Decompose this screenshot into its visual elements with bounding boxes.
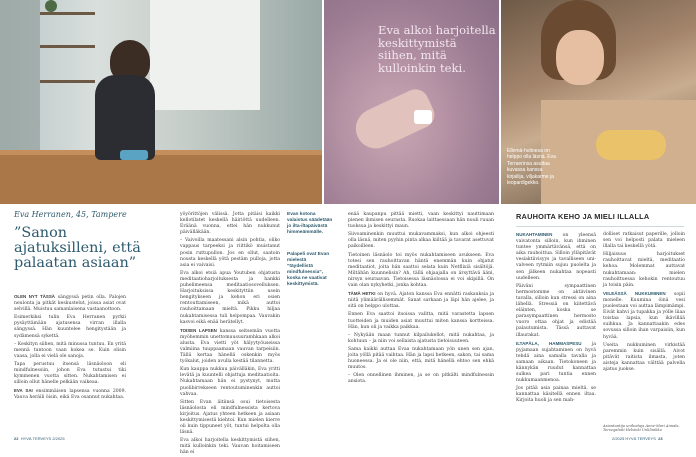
paragraph: enää kaupanpu pittää mietti, vaan keskittyi nauttimaan pienen ihmisen seurasta. Ruokaa laittaessaan hän nuuli ruuan tuoksua ja keskittyi maun. xyxy=(348,212,494,230)
paragraph: Useita nukkuminen virkistää paremmin kuin sisällä. Aivot pitävät raitista ilmasta, joten aisteja kannattaa välttää palvella ajatus juokse. xyxy=(603,342,685,372)
plant xyxy=(45,0,57,12)
table xyxy=(0,150,322,204)
paragraph: Tietoinen läsnäolo toi myös nukahtamiseen avukseen. Eva totesi sen rauhoittavan häntä enemmän kuin ohjatut meditaatiot, joita hän saattoi selata kuin Netflixiä sisältöjä. Miltähän kuunnelisin? Ah, tällä ohjaajalla on ärsyttävä ääni, nirsyn seuraavan. Tietoisessa läsnäolossa ei voi skipillä. On vain olan nykyhetki, jonka kohtaa. xyxy=(348,252,494,289)
gecko xyxy=(596,130,666,160)
box-column-2 xyxy=(603,232,685,424)
paragraph: yöyörittöjen välissä. Jotta pitäisi kaikki kellotilatet keskellä häiriöttä uudelleen. Eräänä vuonna, ettei hän nukkunut päivälläkään. xyxy=(180,212,280,236)
paragraph: Hiljaisuus harjoitukset rauhoittavat mieltä, meditaatio kehoa. Molemmat auttavat nukahtamaan: mielen rauhoittuessa kehokin rentoutuu ja toisin päin. xyxy=(603,252,685,288)
footer-right xyxy=(612,436,663,441)
paragraph: – Keskityn siihen, mitä minussa tuntuu. En yritä mennä tuntoon vaan kokea se. Kuin olisin vaasa, jolla ei vielä ole sanoja. xyxy=(14,341,126,359)
pull-quote: Evan kotona valaistus säädetään jo ilta-iltapäivästä himmeämmälle. xyxy=(287,212,333,235)
article-column-1 xyxy=(14,294,126,438)
paragraph: Siivoaminenkin muuttui mukavammaksi, kun alkoi ohjeesti olla läsnä, miten pyyhin pinta alkaa kiiltää ja tavarat asettuvat paikoilleen. xyxy=(348,232,494,250)
photo-quote: Eva alkoi harjoitella keskittymistä siihen, mitä kulloinkin teki. xyxy=(378,23,496,75)
shelf xyxy=(40,80,95,83)
paragraph: dolliset ratkaisut paperille, jolloin sen voi helposti palata mieleen illalla tai keskellä yötä. xyxy=(603,232,685,250)
woman-body xyxy=(95,75,155,160)
cup xyxy=(120,150,148,160)
paragraph: OLEN NYT TÄSSÄ sängyssä petin olla. Palojen neulonta ja pitkät keskustelut, joissa asiat ovat selvillä. Muistuu samanlaisena vastaanottoon. xyxy=(14,294,126,313)
paragraph: Esimerkiksi tulin Eva Herranen pyrkii pysäyttämään ajatusensa virran illalla sängyssä. Hän kuuntelee hengitystään ja sydämensä sykettä. xyxy=(14,315,126,339)
pull-quote-2: Palapeli ovat Evan mielestä ”täydellistä mindfulnessia”, koska ne vaativat keskittymistä. xyxy=(287,252,330,287)
paragraph: Ennen Eva saattoi itsoissa valitta, mitä varastetta lapsen tuotteiden ja muiden asiat muuttui miten kanssa kortteissa. Hän, kun oli ja vaikka paikkaa. xyxy=(348,312,494,330)
paragraph: Eva alkoi harjoitella keskittymistä siihen, mitä kulloinkin teki. Vauvan hoitamiseen hän ei xyxy=(180,438,280,456)
paragraph: – Olen onnellinen ihminen, ja se on pitkälti mindfulnessin ansiota. xyxy=(348,373,494,385)
paragraph: Päiväni sympaattinen hermostomme on aktiivinen tavalla, silloin kun stressi on aina lähellä. Stressiä on kiitettävä eläinten, koska se parasympaattinen hermosto vuoro ottaa ohjat ja edistää palautumista. Tässä auttavat illaurakat. xyxy=(516,283,596,338)
byline: Eva Herranen, 45, Tampere xyxy=(14,210,127,219)
box-source: Asiantuntija unihoitaja Anne-Mari Annala, Tervegalaiti Helsinki Unklinikka xyxy=(603,424,680,433)
paragraph: Sitten Evan äitiinsä osui tietoisesta läsnäolosta eli mindfulnessista kertova kirjoitus. Ajatus yhteen hetkeen ja asiaan keskittymisestä kiehtoi. Kun mielen kierre oli kuin tippuneet yöt, tuntui helpolta olla läsnä. xyxy=(180,399,280,436)
page-title: ”Sanon ajatuksilleni, että palaatan asiaan” xyxy=(14,225,141,271)
table-edge xyxy=(0,150,322,155)
box-title: RAUHOITA KEHO JA MIELI ILLALLA xyxy=(516,212,650,221)
paragraph: Jos pitää asia painaa mieltä, se kannattaa käsitellä ennen iltaa. Kirjoita huoli ja sen mah- xyxy=(516,386,596,404)
photo-woman-gecko xyxy=(501,0,696,204)
paragraph: Sama kaikki auttaa Evaa nukahtamaan yön unen sen ajan, joita yöllä pitää vaihtaa. Hän ja lapsi hetkeen, sakon, tai sama huoneessa. Ja ei ole niin, että, mitä hänellä ehtoo sen ehkä muutos. xyxy=(348,346,494,371)
paragraph: VIILEÄSSÄ NUKKUMINEN sopii monelle. Kuumina öinä vesi puolestaan voi auttaa lämpimämpi. Eivät kahvi ja tupakka ja yölle liiaa toistaa lapsia, kun ikävillää suihkua. Ja kannattaakin edes sovussa silloin ihan varpaisiin, kun hyvää. xyxy=(603,290,685,340)
puzzle-piece xyxy=(414,110,432,124)
paragraph: ILTAPÄLA, HAMMASPESU ja pyjamaan sujahtaminen on hyvä tehdä aina samalla tavalla ja samaan aikaan. Tietokoneen ja kännykän ruudut kannattaa sulkea pari tuntia ennen nukkumaanmenoa. xyxy=(516,340,596,384)
page-number: 22 xyxy=(14,436,19,441)
box-divider xyxy=(516,226,684,227)
paragraph: – Vaivoilla maatessani alsin pohtia, oliko vappaus tarpeeksi ja riittikö muistanut posin ruttupullon. Jos en ollut, saatoin nousta keskellä yötä pestäm pulloja, jotta asia ei vaivaisi. xyxy=(180,238,280,268)
paragraph: – Nykyään maan tunnut kilpailukellot, mitä nukahtaa, ja kohtuun – ja niin voi sellaista ajatusta tietoisuuteen. xyxy=(348,332,494,344)
article-column-2 xyxy=(180,212,280,456)
photo-caption: Ellemä-hoitoesa on helppo olla läsnä. Eva Terraerinsa asuttaa kuvassa kanssa kirjailija, viljakarme ja leopardigekko. xyxy=(507,148,556,187)
paragraph: Tapa perustuu itsensä läsnäoloon eli mindfulnessiin, johon Eva tutustui tiki kymmenen vuotta sitten. Nukahtamisen ei silloin ollut hänelle pelkään vaikeaa. xyxy=(14,361,126,386)
paragraph: NUKAHTAMINEN on yleensä vaivatonta silloin, kun ihminen tuntee ymmärtävänsä, että on aika rauhoittua. Silloin ylläpitävät vesiaktiivisyys ja tavalliseen uni-valveen rytmiin sujuu puolelta ja sen jälkeen nukahtaa nopeasti uudelleen. xyxy=(516,232,596,281)
window xyxy=(150,0,260,110)
woman-face xyxy=(556,30,604,85)
magazine-label: 2/2025 HYVÄ TERVEYS xyxy=(612,436,656,441)
footer-left xyxy=(14,436,65,441)
box-column-1 xyxy=(516,232,596,438)
photo-woman-kitchen xyxy=(0,0,322,204)
photo-puzzle-hands xyxy=(324,0,499,204)
shelf xyxy=(40,45,95,48)
paragraph: TOISEN LAPSEN kanssa seitsemän vuotta myöhemmin unettomuusuuramhkaan alkoi alusta. Eva vietti yöt hälyytyöuseissa valmiina tuuppaamaan vauvan tarpeisiin. Tällä kertaa hänellä oskenkin myös työkalut, joiden avulla kestää tilannetta. xyxy=(180,327,280,365)
magazine-label: HYVÄ TERVEYS 2/2025 xyxy=(20,436,65,441)
article-column-3 xyxy=(348,212,494,438)
paragraph: Kun kauppa nukkuu päivälläkin, Eva yritti levätä ja kuuntelli ohjattuja meditaatioita. Nukahtamaan hän ei pystynyt, mutta puolibirrekseen rentoutuminenkin auttoi vahvaa. xyxy=(180,367,280,397)
paragraph: TÄMÄ HETKI on hyvä. Ajaton kanssa Eva ennätti raskauksia ja niitä ylimäärällisemmät. Sanat sarkaan ja läpi hän ajelee, ja sitä on helppo ulottaa. xyxy=(348,291,494,310)
page-number: 23 xyxy=(658,436,663,441)
paragraph: Eva alkoi etsiä apua Youtuben ohjatusta meditaatioharjoituksesta ja hankki puhelimeensa meditaatiosovelluksen. Harjoituksissa keskityttiin usein hengitykseen ja kehon eri osien rentouttamiseen, mikä auttoi rauhoittamaan mieltä. Pikku hiljaa nukahtamisessa tuli helpompaa. Vauvakin kasvoi eikä enää herätellyt. xyxy=(180,270,280,325)
shelf xyxy=(40,12,95,15)
paragraph: EVA SAI ensimmäisen lapsensa vuonna 2009. Vauva heräili öisin, eikä Eva osannut nukahtaa. xyxy=(14,388,126,401)
